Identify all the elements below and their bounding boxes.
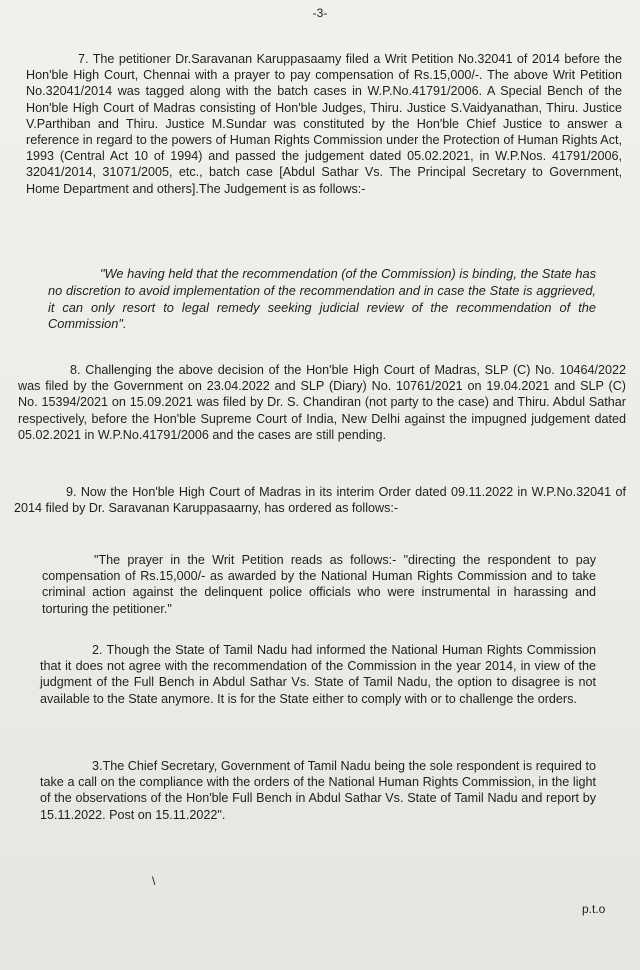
pen-mark: \: [152, 874, 156, 888]
page-number: -3-: [312, 6, 328, 20]
paragraph-7: 7. The petitioner Dr.Saravanan Karuppasaamy filed a Writ Petition No.32041 of 2014 before the Hon'ble High Court, Chennai with a prayer to pay compensation of Rs.15,000/-. The above Writ Petition No.32041/2014 was tagged along with the batch cases in W.P.No.41791/2006. A Special Bench of the Hon'ble High Court of Madras consisting of Hon'ble Judges, Thiru. Justice S.Vaidyanathan, Thiru. Justice V.Parthiban and Thiru. Justice M.Sundar was constituted by the Hon'ble Chief Justice to answer a reference in regard to the powers of Human Rights Commission under the Protection of Human Rights Act, 1993 (Central Act 10 of 1994) and passed the judgement dated 05.02.2021, in W.P.Nos. 41791/2006, 32041/2014, 31071/2005, etc., batch case [Abdul Sathar Vs. The Principal Secretary to Government, Home Department and others].The Judgement is as follows:-: [26, 52, 622, 196]
quote-judgement: "We having held that the recommendation (of the Commission) is binding, the State has no discretion to avoid implementation of the recommendation and in case the State is aggrieved, it can only resort to legal remedy seeking judicial review of the recommendation of the Commission".: [48, 266, 596, 332]
paragraph-9: 9. Now the Hon'ble High Court of Madras in its interim Order dated 09.11.2022 in W.P.No.32041 of 2014 filed by Dr. Saravanan Karuppasaarny, has ordered as follows:-: [14, 485, 626, 516]
paragraph-8: 8. Challenging the above decision of the Hon'ble High Court of Madras, SLP (C) No. 10464/2022 was filed by the Government on 23.04.2022 and SLP (Diary) No. 10761/2021 on 19.04.2021 and SLP (C) No. 15394/2021 on 15.09.2021 was filed by Dr. S. Chandiran (not party to the case) and Thiru. Abdul Sathar respectively, before the Hon'ble Supreme Court of India, New Delhi against the impugned judgement dated 05.02.2021 in W.P.No.41791/2006 and the cases are still pending.: [18, 363, 626, 442]
quote-prayer: "The prayer in the Writ Petition reads as follows:- "directing the respondent to pay compensation of Rs.15,000/- as awarded by the National Human Rights Commission and to take criminal action against the delinquent police officials who were instrumental in harassing and torturing the petitioner.": [42, 553, 596, 616]
pto-label: p.t.o: [582, 902, 606, 916]
quote-point-2: 2. Though the State of Tamil Nadu had informed the National Human Rights Commission that it does not agree with the recommendation of the Commission in the year 2014, in view of the judgment of the Full Bench in Abdul Sathar Vs. State of Tamil Nadu, the option to disagree is not available to the State anymore. It is for the State either to comply with or to challenge the orders.: [40, 643, 596, 706]
quote-point-3: 3.The Chief Secretary, Government of Tamil Nadu being the sole respondent is required to take a call on the compliance with the orders of the National Human Rights Commission, in the light of the observations of the Hon'ble Full Bench in Abdul Sathar Vs. State of Tamil Nadu and report by 15.11.2022. Post on 15.11.2022".: [40, 759, 596, 822]
